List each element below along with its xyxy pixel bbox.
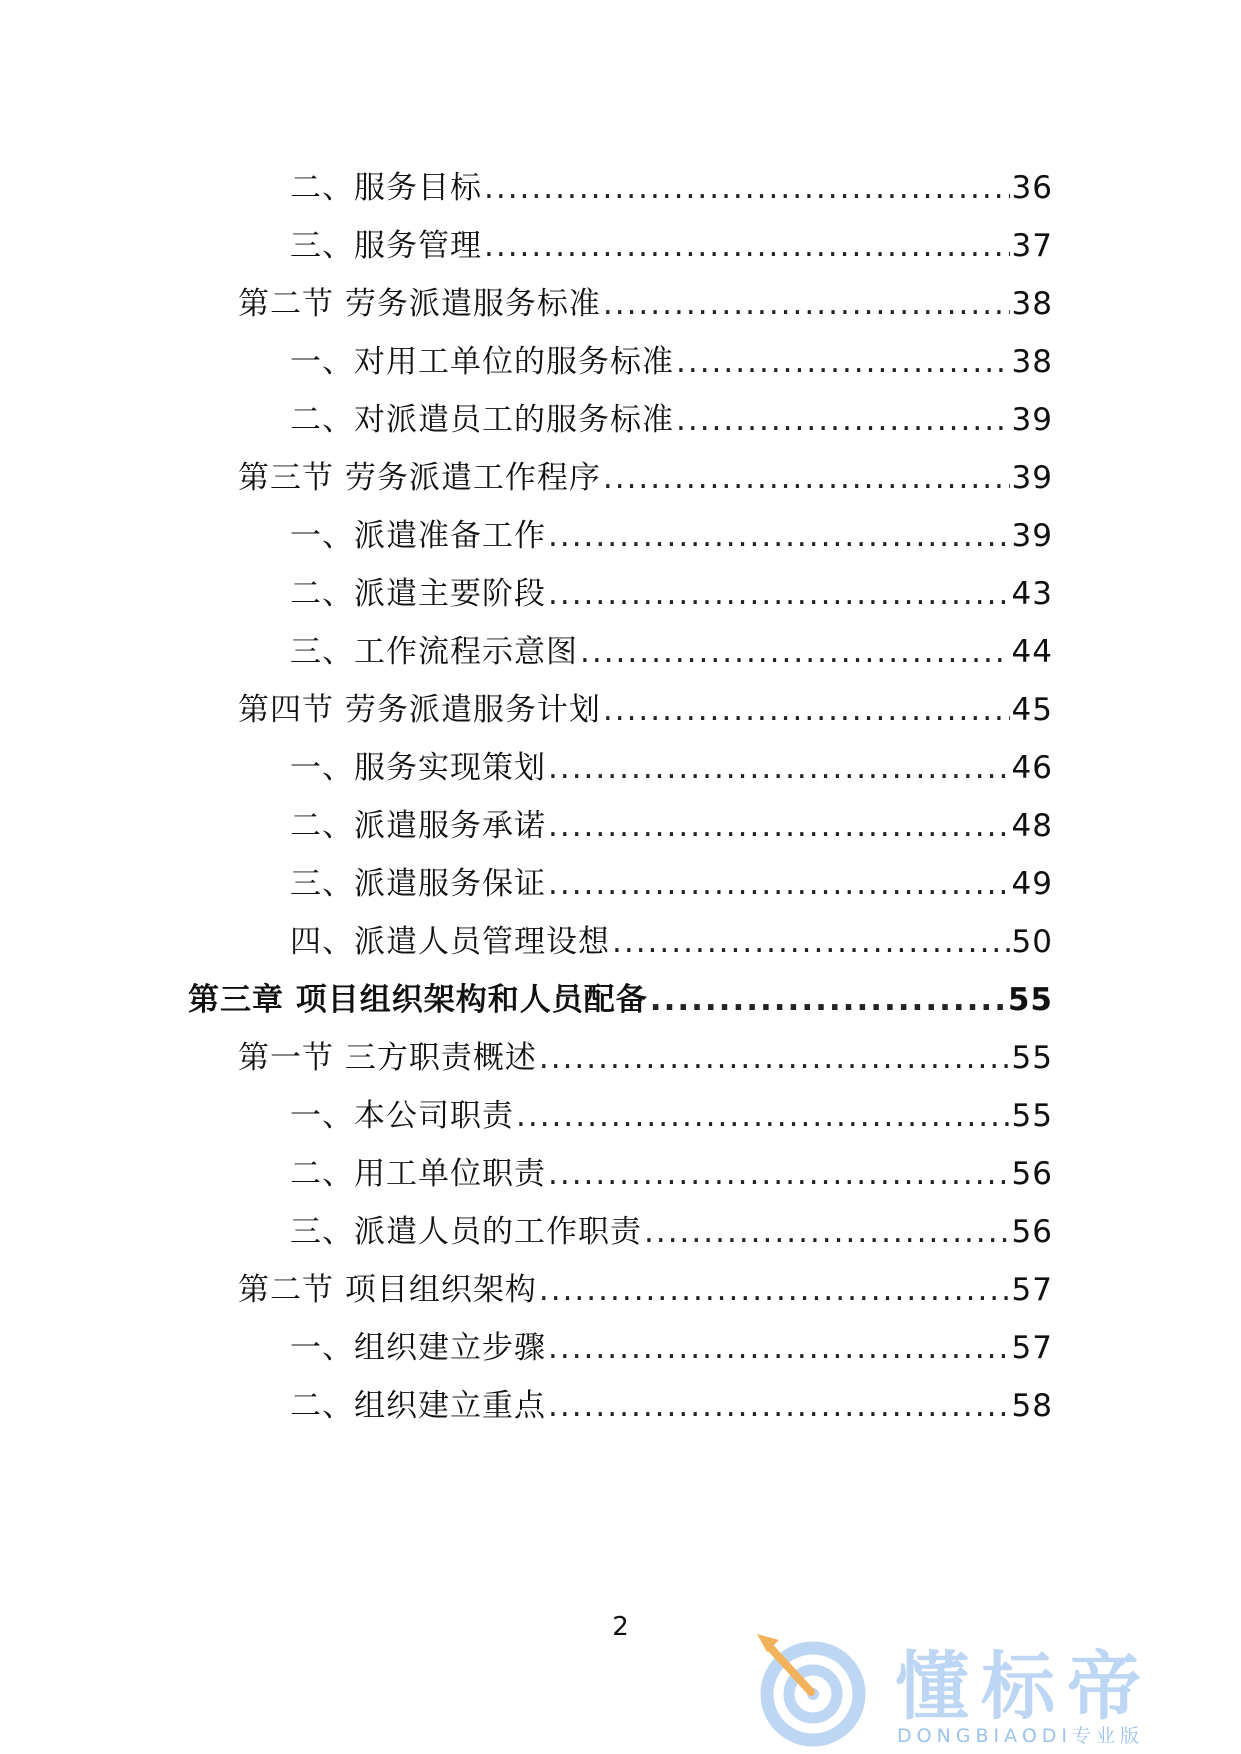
- toc-entry[interactable]: [290, 806, 1053, 846]
- toc-entry[interactable]: [238, 284, 1053, 324]
- toc-entry[interactable]: [290, 1386, 1053, 1426]
- toc-entry-page: 50: [1011, 924, 1053, 960]
- toc-entry[interactable]: [290, 168, 1053, 208]
- watermark-logo: [745, 1628, 1215, 1748]
- toc-entry-page: 48: [1011, 808, 1053, 844]
- toc-dot-leader: [548, 574, 1010, 614]
- toc-entry-page: 55: [1007, 982, 1053, 1018]
- toc-entry-page: 38: [1011, 286, 1053, 322]
- toc-dot-leader: [580, 632, 1010, 672]
- toc-entry[interactable]: [290, 864, 1053, 904]
- toc-dot-leader: [539, 1270, 1010, 1310]
- toc-entry[interactable]: [290, 516, 1053, 556]
- toc-entry[interactable]: [238, 690, 1053, 730]
- toc-entry-page: 49: [1011, 866, 1053, 902]
- toc-entry[interactable]: [290, 226, 1053, 266]
- toc-entry-page: 45: [1011, 692, 1053, 728]
- toc-entry-page: 57: [1011, 1272, 1053, 1308]
- toc-entry-title: 第四节 劳务派遣服务计划: [238, 692, 601, 728]
- toc-dot-leader: [676, 342, 1010, 382]
- toc-entry-title: 四、派遣人员管理设想: [290, 924, 610, 960]
- toc-entry[interactable]: [238, 458, 1053, 498]
- toc-entry[interactable]: [290, 400, 1053, 440]
- toc-entry[interactable]: [290, 1154, 1053, 1194]
- toc-entry[interactable]: [290, 748, 1053, 788]
- toc-entry-title: 二、服务目标: [290, 170, 482, 206]
- toc-entry-page: 39: [1011, 402, 1053, 438]
- toc-entry-title: 二、派遣主要阶段: [290, 576, 546, 612]
- toc-dot-leader: [484, 168, 1010, 208]
- toc-chapter-entry[interactable]: [188, 980, 1053, 1020]
- toc-dot-leader: [603, 690, 1010, 730]
- toc-dot-leader: [676, 400, 1010, 440]
- toc-entry-title: 二、组织建立重点: [290, 1388, 546, 1424]
- toc-dot-leader: [548, 1328, 1010, 1368]
- toc-entry-title: 三、派遣人员的工作职责: [290, 1214, 642, 1250]
- toc-entry-page: 55: [1011, 1098, 1053, 1134]
- toc-dot-leader: [548, 806, 1010, 846]
- toc-entry[interactable]: [290, 632, 1053, 672]
- toc-entry-title: 三、工作流程示意图: [290, 634, 578, 670]
- toc-entry[interactable]: [290, 922, 1053, 962]
- watermark-brand-text: 懂标帝: [895, 1644, 1153, 1730]
- toc-entry-page: 55: [1011, 1040, 1053, 1076]
- toc-entry-title: 一、派遣准备工作: [290, 518, 546, 554]
- toc-entry[interactable]: [290, 1096, 1053, 1136]
- toc-entry[interactable]: [238, 1270, 1053, 1310]
- toc-entry-title: 第二节 项目组织架构: [238, 1272, 537, 1308]
- page-number: 2: [612, 1612, 629, 1642]
- toc-entry-title: 第二节 劳务派遣服务标准: [238, 286, 601, 322]
- toc-dot-leader: [548, 516, 1010, 556]
- toc-entry-title: 二、对派遣员工的服务标准: [290, 402, 674, 438]
- toc-dot-leader: [603, 284, 1010, 324]
- toc-entry-page: 43: [1011, 576, 1053, 612]
- toc-entry[interactable]: [290, 342, 1053, 382]
- watermark-brand-subtext: DONGBIAODI专业版: [897, 1725, 1145, 1747]
- toc-entry-page: 36: [1011, 170, 1053, 206]
- toc-dot-leader: [548, 1386, 1010, 1426]
- toc-entry[interactable]: [290, 1212, 1053, 1252]
- toc-entry-title: 第三章 项目组织架构和人员配备: [188, 982, 648, 1018]
- toc-entry-page: 38: [1011, 344, 1053, 380]
- toc-entry-title: 第三节 劳务派遣工作程序: [238, 460, 601, 496]
- toc-entry-page: 57: [1011, 1330, 1053, 1366]
- toc-entry-title: 三、派遣服务保证: [290, 866, 546, 902]
- toc-entry[interactable]: [290, 1328, 1053, 1368]
- toc-entry-page: 56: [1011, 1156, 1053, 1192]
- toc-dot-leader: [516, 1096, 1010, 1136]
- toc-entry-title: 一、本公司职责: [290, 1098, 514, 1134]
- toc-entry-page: 39: [1011, 460, 1053, 496]
- toc-entry-title: 二、用工单位职责: [290, 1156, 546, 1192]
- toc-dot-leader: [644, 1212, 1010, 1252]
- toc-entry[interactable]: [238, 1038, 1053, 1078]
- toc-entry-page: 37: [1011, 228, 1053, 264]
- toc-entry-title: 一、服务实现策划: [290, 750, 546, 786]
- toc-entry-page: 44: [1011, 634, 1053, 670]
- toc-dot-leader: [548, 748, 1010, 788]
- toc-entry-title: 第一节 三方职责概述: [238, 1040, 537, 1076]
- toc-entry-page: 46: [1011, 750, 1053, 786]
- toc-dot-leader: [612, 922, 1010, 962]
- toc-entry-page: 58: [1011, 1388, 1053, 1424]
- toc-dot-leader: [548, 864, 1010, 904]
- toc-dot-leader: [603, 458, 1010, 498]
- toc-entry-page: 39: [1011, 518, 1053, 554]
- toc-dot-leader: [539, 1038, 1010, 1078]
- target-logo-icon: [745, 1628, 895, 1748]
- toc-entry-title: 一、对用工单位的服务标准: [290, 344, 674, 380]
- toc-entry-title: 一、组织建立步骤: [290, 1330, 546, 1366]
- toc-entry-title: 三、服务管理: [290, 228, 482, 264]
- toc-dot-leader: [650, 980, 1006, 1020]
- toc-entry-title: 二、派遣服务承诺: [290, 808, 546, 844]
- toc-dot-leader: [484, 226, 1010, 266]
- toc-dot-leader: [548, 1154, 1010, 1194]
- toc-entry-page: 56: [1011, 1214, 1053, 1250]
- toc-entry[interactable]: [290, 574, 1053, 614]
